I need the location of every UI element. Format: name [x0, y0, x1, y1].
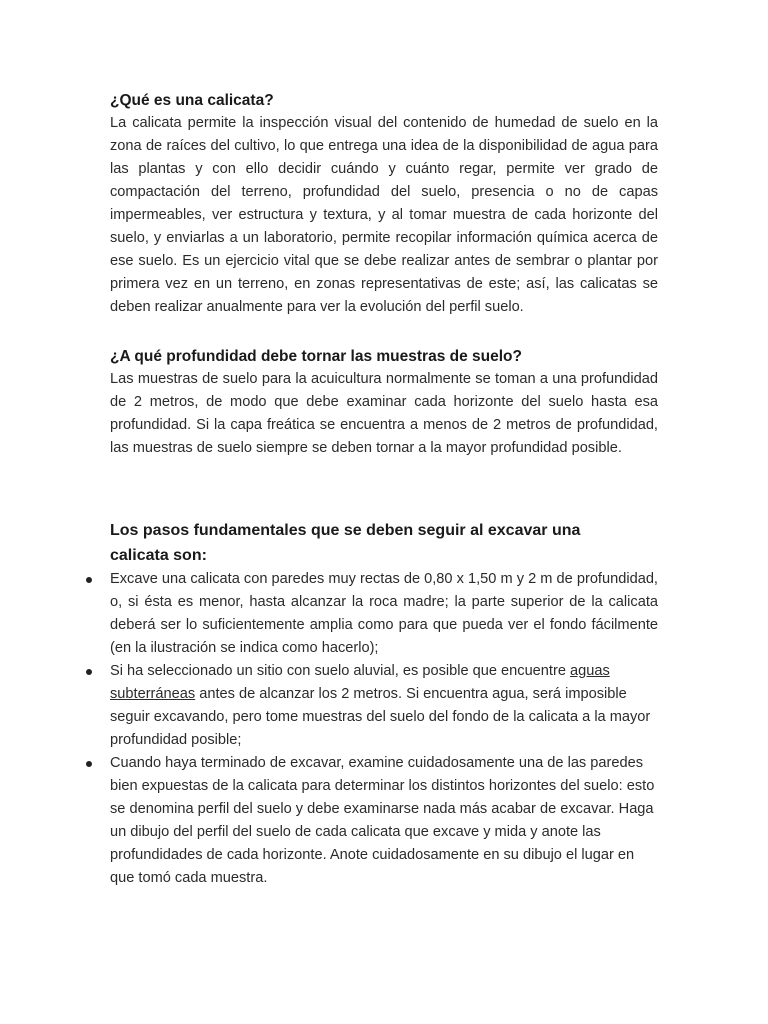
list-item-text: Excave una calicata con paredes muy rectas de 0,80 x 1,50 m y 2 m de profundidad, o, si ésta es menor, hasta alcanzar la roca madre; la parte superior de la calicata deberá ser lo suficientemente amplia como para que pueda ver el fondo fácilmente (en la ilustración se indica como hacerlo);: [110, 571, 658, 656]
list-item: [110, 660, 658, 752]
bullet-icon: [86, 669, 92, 675]
aguas-subterraneas-link[interactable]: aguas subterráneas: [110, 663, 610, 702]
section-paragraph: La calicata permite la inspección visual del contenido de humedad de suelo en la zona de raíces del cultivo, lo que entrega una idea de la disponibilidad de agua para las plantas y con ello decidir cuándo y cuánto regar, permite ver grado de compactación del terreno, profundidad del suelo, presencia o no de capas impermeables, ver estructura y textura, y al tomar muestra de cada horizonte del suelo, y enviarlas a un laboratorio, permite recopilar información química acerca de ese suelo. Es un ejercicio vital que se debe realizar antes de sembrar o plantar por primera vez en un terreno, en zonas representativas de este; así, las calicatas se deben realizar anualmente para ver la evolución del perfil suelo.: [110, 115, 658, 315]
list-item-text: [110, 660, 658, 752]
steps-list: [110, 568, 658, 890]
list-item: [110, 568, 658, 660]
list-item: [110, 752, 658, 890]
bullet-icon: [86, 577, 92, 583]
list-item-text: Cuando haya terminado de excavar, examine cuidadosamente una de las paredes bien expuestas de la calicata para determinar los distintos horizontes del suelo: esto se denomina perfil del suelo y debe examinarse nada más acabar de excavar. Haga un dibujo del perfil del suelo de cada calicata que excave y mida y anote las profundidades de cada horizonte. Anote cuidadosamente en su dibujo el lugar en que tomó cada muestra.: [110, 755, 655, 886]
section-heading: ¿A qué profundidad debe tornar las muestras de suelo?: [110, 348, 522, 365]
section-profundidad-muestras: [110, 345, 658, 460]
bullet-icon: [86, 761, 92, 767]
section-pasos-fundamentales: [110, 518, 658, 890]
list-item-text-end: antes de alcanzar los 2 metros. Si encuentra agua, será imposible seguir excavando, pero tome muestras del suelo del fondo de la calicata a la mayor profundidad posible;: [110, 686, 651, 748]
section-heading: ¿Qué es una calicata?: [110, 92, 274, 109]
section-que-es-calicata: [110, 89, 658, 319]
list-item-text-start: Si ha seleccionado un sitio con suelo aluvial, es posible que encuentre: [110, 663, 571, 679]
section-paragraph: Las muestras de suelo para la acuicultura normalmente se toman a una profundidad de 2 metros, de modo que debe examinar cada horizonte del suelo hasta esa profundidad. Si la capa freática se encuentra a menos de 2 metros de profundidad, las muestras de suelo siempre se deben tornar a la mayor profundidad posible.: [110, 371, 658, 456]
section-heading: Los pasos fundamentales que se deben seguir al excavar una calicata son:: [110, 522, 581, 564]
